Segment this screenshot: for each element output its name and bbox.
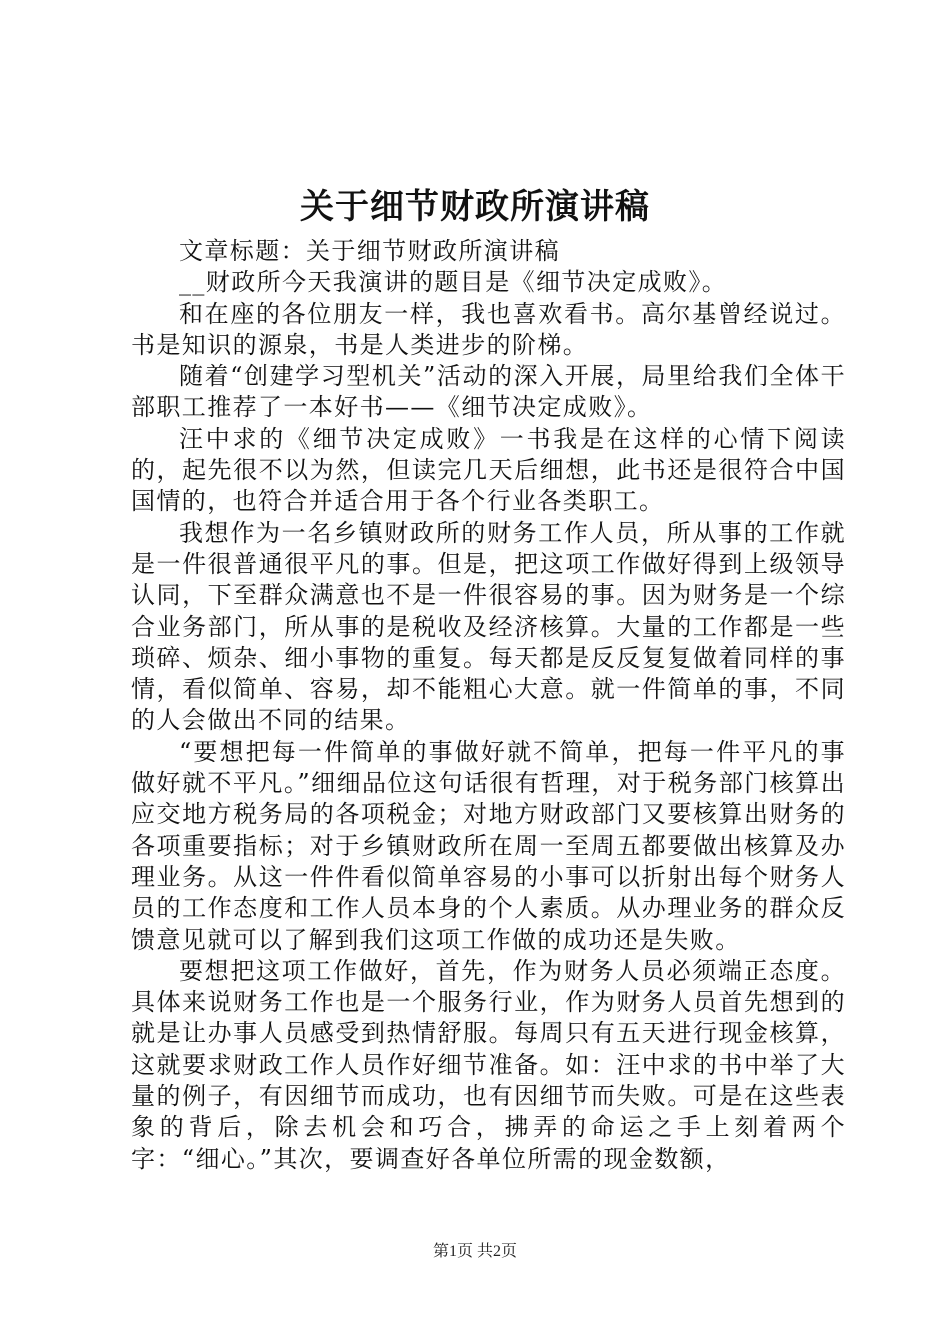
paragraph-learning-campaign: 随着“创建学习型机关”活动的深入开展，局里给我们全体干部职工推荐了一本好书——《细节决定成败》。 (131, 362, 846, 422)
paragraph-book-impression: 汪中求的《细节决定成败》一书我是在这样的心情下阅读的，起先很不以为然，但读完几天后细想，此书还是很符合中国国情的，也符合并适合用于各个行业各类职工。 (131, 424, 846, 516)
document-title: 关于细节财政所演讲稿 (300, 187, 650, 227)
paragraph-attitude: 要想把这项工作做好，首先，作为财务人员必须端正态度。具体来说财务工作也是一个服务行业，作为财务人员首先想到的就是让办事人员感受到热情舒服。每周只有五天进行现金核算，这就要求财政工作人员作好细节准备。如：汪中求的书中举了大量的例子，有因细节而成功，也有因细节而失败。可是在这些表象的背后，除去机会和巧合，拂弄的命运之手上刻着两个字：“细心。”其次，要调查好各单位所需的现金数额， (131, 956, 846, 1173)
paragraph-speech-topic: __财政所今天我演讲的题目是《细节决定成败》。 (179, 268, 728, 297)
paragraph-finance-work: 我想作为一名乡镇财政所的财务工作人员，所从事的工作就是一件很普通很平凡的事。但是，把这项工作做好得到上级领导认同，下至群众满意也不是一件很容易的事。因为财务是一个综合业务部门，所从事的是税收及经济核算。大量的工作都是一些琐碎、烦杂、细小事物的重复。每天都是反反复复做着同样的事情，看似简单、容易，却不能粗心大意。就一件简单的事，不同的人会做出不同的结果。 (131, 518, 846, 735)
paragraph-article-title: 文章标题：关于细节财政所演讲稿 (179, 237, 560, 265)
page-indicator: 第1页 共2页 (432, 1243, 517, 1260)
paragraph-reading: 和在座的各位朋友一样，我也喜欢看书。高尔基曾经说过。书是知识的源泉，书是人类进步的阶梯。 (131, 299, 846, 359)
paragraph-quote: “要想把每一件简单的事做好就不简单，把每一件平凡的事做好就不平凡。”细细品位这句话很有哲理，对于税务部门核算出应交地方税务局的各项税金；对地方财政部门又要核算出财务的各项重要指标；对于乡镇财政所在周一至周五都要做出核算及办理业务。从这一件件看似简单容易的小事可以折射出每个财务人员的工作态度和工作人员本身的个人素质。从办理业务的群众反馈意见就可以了解到我们这项工作做的成功还是失败。 (131, 737, 846, 954)
document-body (131, 236, 846, 1175)
